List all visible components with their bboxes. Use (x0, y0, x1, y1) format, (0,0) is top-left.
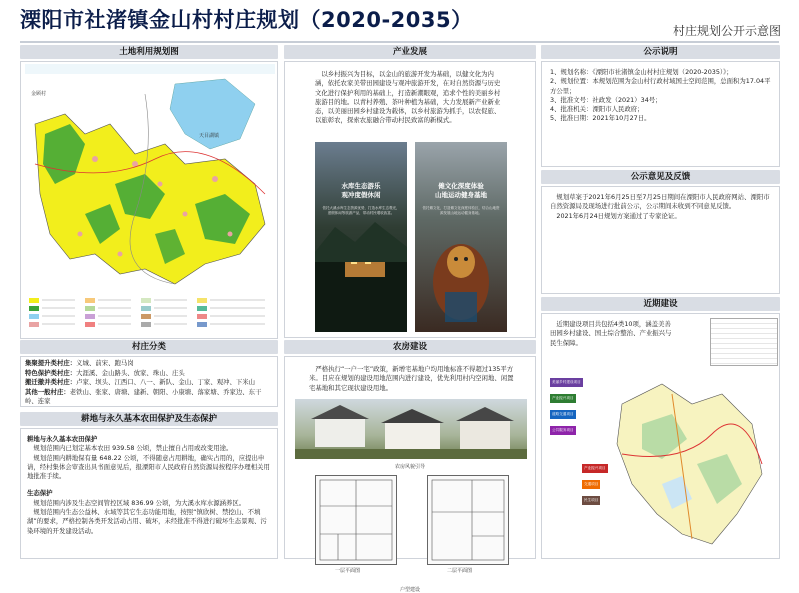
class-row-special (25, 369, 273, 379)
legend-swatches (25, 294, 275, 334)
land-use-map (25, 64, 275, 290)
right-column (541, 45, 780, 559)
class-label: 搬迁撤并类村庄： (25, 378, 77, 386)
floor-plan-2 (427, 475, 509, 565)
recent-project-table (710, 318, 778, 366)
class-row-gather (25, 359, 273, 369)
eco-line-1: 规划范围内涉及生态空间管控区域 836.99 公顷，为大溪水库水源涵养区。 (33, 498, 246, 507)
notice-panel (541, 61, 780, 167)
badge-small-livelihood: 民生项目 (582, 496, 600, 505)
class-label: 其他一般村庄： (25, 387, 70, 396)
housing-heading: 农房建设 (284, 340, 536, 354)
nuo-title: 傩文化深度体验 山地运动健身基地 (435, 182, 487, 199)
nuo-sub: 依托傩文化，打造傩文化深度体验区，结合山地资源发展山地运动健身基地。 (422, 206, 500, 215)
plan-caption: 户型建设 (399, 587, 420, 593)
housing-panel (284, 356, 536, 593)
map-legend (25, 294, 275, 334)
recent-heading: 近期建设 (541, 297, 780, 311)
industry-heading: 产业发展 (284, 45, 536, 59)
feedback-panel (541, 186, 780, 294)
industry-photo-reservoir (315, 142, 407, 332)
industry-photo-nuo (415, 142, 507, 332)
notice-item: 4、批准机关：溧阳市人民政府； (550, 105, 644, 114)
industry-text: 以乡村振兴为目标，以金山的旅游开发为基础，以健文化为内涵，依托农家美带田园建设与观冲旅游开发，在对自然资源与历史文化进行保护利用的基础上，打造新潮眼观，追求个性的美丽乡村旅游目的地。以青村养殖、茶叶种植为基础，大力发展新产业新业态，以美丽田园乡村建设为载体，以乡村旅游为抓手，以农促旅、以旅彰农，探索农旅融合带动村民致富的新模式。 (315, 70, 501, 125)
floor-plan-1-drawing (316, 476, 396, 564)
recent-text: 近期建设项目共包括4类10项，涵盖美善田园乡村建设、国土综合整治、产业振兴与民生保障。 (550, 320, 672, 347)
render-caption: 农房风貌引导 (394, 464, 425, 470)
badge-industry: 产业振兴项目 (550, 394, 576, 403)
floor-plan-1 (315, 475, 397, 565)
class-value: 卢家、坝头、江西口、八一、新队、金山、丁家、观冲、下米山 (76, 378, 256, 386)
village-class-panel (20, 356, 278, 407)
eco-title: 生态保护 (27, 489, 53, 498)
industry-panel (284, 61, 536, 338)
farmland-line-2: 规划范围内耕地保有量 648.22 公顷，不得随意占用耕地，确实占用的，应提出申请，经村集体会审查出具书面意见后，报溧阳市人民政府自然资源局按程序办理相关用地批准手续。 (27, 453, 270, 481)
housing-render-scene (295, 399, 527, 459)
page-title: 溧阳市社渚镇金山村村庄规划（2020-2035） (20, 8, 473, 32)
map-label-town: 天目湖镇 (199, 133, 220, 139)
farmland-line-1: 规划范围内已划定基本农田 939.58 公顷，禁止擅自占用或改变用途。 (33, 444, 233, 453)
recent-map (602, 364, 772, 554)
class-row-relocate (25, 378, 273, 388)
notice-item: 5、批准日期：2021年10月27日。 (550, 114, 651, 123)
eco-line-2: 规划范围内生态公益林、水域等其它生态功能用地，按照“镇欣树、禁挖山、不填湖”的要求，严格控制各类开发活动占用、破坏，未经批准不得进行破坏生态景观、污染环境的开发建设活动。 (27, 508, 267, 535)
protection-panel (20, 428, 278, 559)
recent-panel (541, 313, 780, 559)
village-class-heading: 村庄分类 (20, 340, 278, 354)
badge-small-industry: 产业振兴项目 (582, 464, 608, 473)
protection-heading: 耕地与永久基本农田保护及生态保护 (20, 412, 278, 426)
class-label: 集聚提升类村庄： (25, 359, 77, 367)
class-value: 大涯溪、金山路头、放家、珠山、庄头 (76, 368, 185, 377)
badge-small-traffic: 交通项目 (582, 480, 600, 489)
reservoir-scene (315, 142, 407, 332)
notice-item: 2、规划位置：本规划范围为金山村行政村域国土空间范围，总面积为17.04平方公里； (550, 77, 771, 95)
feedback-heading: 公示意见及反馈 (541, 170, 780, 184)
class-value: 老铁山、张家、唐塘、建新、朝阳、小康塘、落家塘、乔家边、东干岭、连家 (25, 387, 262, 405)
class-value: 义城、前宋、跑马岗 (76, 359, 134, 367)
notice-heading: 公示说明 (541, 45, 780, 59)
land-use-panel (20, 61, 278, 339)
reservoir-sub: 依托大溪水库生态资源优势，打造水库生态观光，度假休闲等旅游产品，带动村民增收致富。 (322, 206, 400, 215)
left-column (20, 45, 278, 559)
floor-2-label: 二层平面图 (447, 568, 473, 574)
housing-text: 严格执行“一户一宅”政策，新增宅基地户均用地标准不得超过135平方米。目应在规划的建设用地范围内进行建设，优先利用村内空闲地、闲置宅基地和其它现状建设用地。 (309, 365, 514, 392)
class-row-general (25, 388, 273, 407)
nuo-scene (415, 142, 507, 332)
reservoir-title: 水库生态游乐 观冲度假休闲 (341, 182, 381, 199)
page-subtitle: 村庄规划公开示意图 (672, 24, 781, 38)
badge-public-service: 公共服务项目 (550, 426, 576, 435)
feedback-line-2: 2021年6月24日规划方案通过了专家论证。 (556, 211, 681, 220)
floor-1-label: 一层平面图 (335, 568, 361, 574)
notice-item: 1、规划名称：《溧阳市社渚镇金山村村庄规划（2020-2035）》； (550, 68, 733, 76)
title-divider (20, 41, 779, 43)
badge-traffic: 道路交通项目 (550, 410, 576, 419)
class-label: 特色保护类村庄： (25, 368, 77, 377)
middle-column (284, 45, 536, 593)
land-use-heading: 土地利用规划图 (20, 45, 278, 59)
housing-render (295, 399, 527, 459)
badge-village-construction: 美丽乡村建设项目 (550, 378, 583, 387)
farmland-title: 耕地与永久基本农田保护 (27, 435, 98, 443)
map-label-village: 金顾村 (31, 91, 47, 97)
floor-plan-2-drawing (428, 476, 508, 564)
feedback-line-1: 规划草案于2021年6月25日至7月25日期间在溧阳市人民政府网站、溧阳市自然资源局及现场进行批前公示，公示期间未收到不同意见反馈。 (550, 193, 770, 211)
notice-item: 3、批准文号：社政发（2021）34号； (550, 95, 662, 104)
